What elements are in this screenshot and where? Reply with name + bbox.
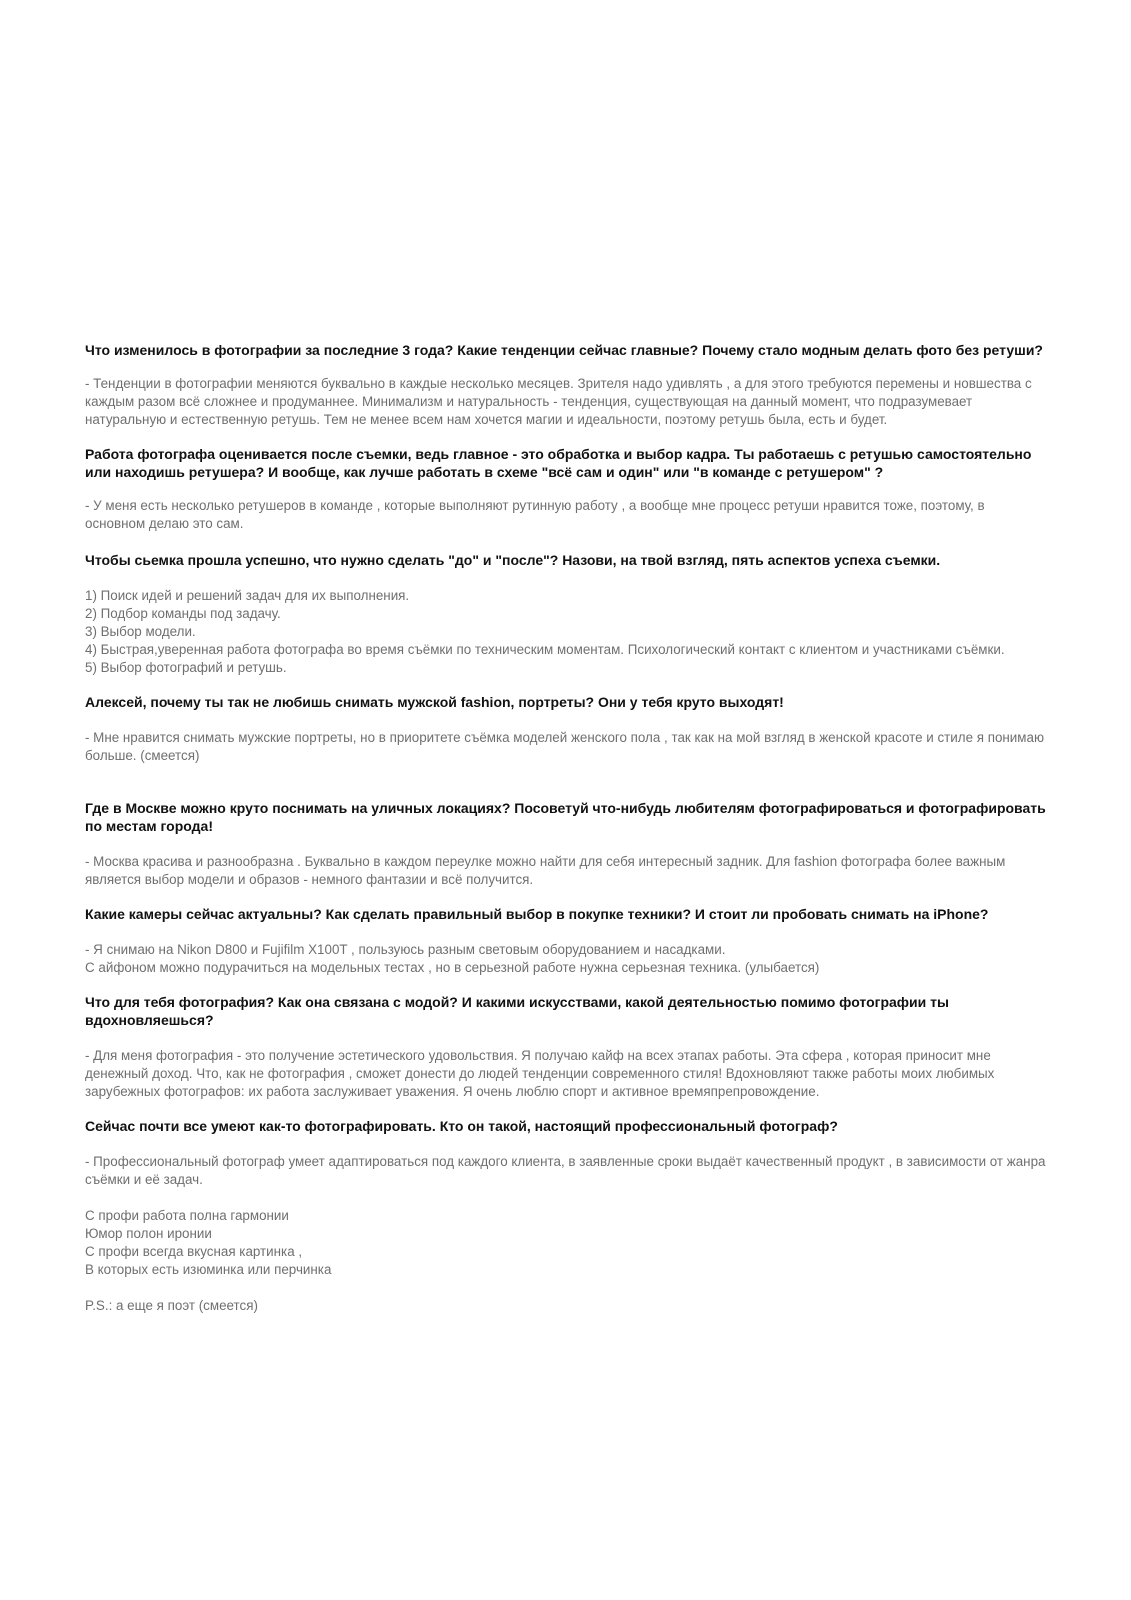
answer-8: - Профессиональный фотограф умеет адаптироваться под каждого клиента, в заявленные сроки выдаёт качественный продукт , в зависимости от жанра съёмки и её задач. xyxy=(85,1154,1046,1187)
answer-3-item: 2) Подбор команды под задачу. xyxy=(85,606,281,621)
answer-4: - Мне нравится снимать мужские портреты, но в приоритете съёмка моделей женского пола , так как на мой взгляд в женской красоте и стиле я понимаю больше. (смеется) xyxy=(85,730,1044,763)
poem-line: Юмор полон иронии xyxy=(85,1226,212,1241)
poem xyxy=(85,1207,1047,1279)
answer-7: - Для меня фотография - это получение эстетического удовольствия. Я получаю кайф на всех этапах работы. Эта сфера , которая приносит мне денежный доход. Что, как не фотография , сможет донести до людей тенденции современного стиля! Вдохновляют также работы моих любимых зарубежных фотографов: их работа заслуживает уважения. Я очень люблю спорт и активное времяпрепровождение. xyxy=(85,1048,995,1099)
poem-line: В которых есть изюминка или перчинка xyxy=(85,1262,332,1277)
postscript: P.S.: а еще я поэт (смеется) xyxy=(85,1298,258,1313)
question-6: Какие камеры сейчас актуальны? Как сделать правильный выбор в покупке техники? И стоит ли пробовать снимать на iPhone? xyxy=(85,906,989,922)
answer-6-line: - Я снимаю на Nikon D800 и Fujifilm X100T , пользуюсь разным световым оборудованием и насадками. xyxy=(85,942,726,957)
answer-5: - Москва красива и разнообразна . Буквально в каждом переулке можно найти для себя интересный задник. Для fashion фотографа более важным является выбор модели и образов - немного фантазии и всё получится. xyxy=(85,854,1006,887)
question-3: Чтобы сьемка прошла успешно, что нужно сделать "до" и "после"? Назови, на твой взгляд, пять аспектов успеха съемки. xyxy=(85,552,941,568)
question-8: Сейчас почти все умеют как-то фотографировать. Кто он такой, настоящий профессиональный фотограф? xyxy=(85,1118,838,1134)
answer-3-item: 5) Выбор фотографий и ретушь. xyxy=(85,660,287,675)
poem-line: С профи всегда вкусная картинка , xyxy=(85,1244,303,1259)
answer-6-line: С айфоном можно подурачиться на модельных тестах , но в серьезной работе нужна серьезная техника. (улыбается) xyxy=(85,960,820,975)
question-5: Где в Москве можно круто поснимать на уличных локациях? Посоветуй что-нибудь любителям фотографироваться и фотографировать по местам города! xyxy=(85,800,1046,834)
answer-3-item: 4) Быстрая,уверенная работа фотографа во время съёмки по техническим моментам. Психологический контакт с клиентом и участниками съёмки. xyxy=(85,642,1005,657)
answer-6 xyxy=(85,941,1047,977)
answer-3-item: 3) Выбор модели. xyxy=(85,624,196,639)
question-2: Работа фотографа оценивается после съемки, ведь главное - это обработка и выбор кадра. Ты работаешь с ретушью самостоятельно или находишь ретушера? И вообще, как лучше работать в схеме "всё сам и один" или "в команде с ретушером" ? xyxy=(85,446,1032,480)
answer-3-list xyxy=(85,587,1047,677)
answer-1: - Тенденции в фотографии меняются буквально в каждые несколько месяцев. Зрителя надо удивлять , а для этого требуются перемены и новшества с каждым разом всё сложнее и продуманнее. Минимализм и натуральность - тенденция, существующая на данный момент, что подразумевает натуральную и естественную ретушь. Тем не менее всем нам хочется магии и идеальности, поэтому ретушь была, есть и будет. xyxy=(85,376,1032,427)
answer-2: - У меня есть несколько ретушеров в команде , которые выполняют рутинную работу , а вообще мне процесс ретуши нравится тоже, поэтому, в основном делаю это сам. xyxy=(85,498,985,531)
poem-line: С профи работа полна гармонии xyxy=(85,1208,289,1223)
question-7: Что для тебя фотография? Как она связана с модой? И какими искусствами, какой деятельностью помимо фотографии ты вдохновляешься? xyxy=(85,994,949,1028)
question-4: Алексей, почему ты так не любишь снимать мужской fashion, портреты? Они у тебя круто выходят! xyxy=(85,694,784,710)
interview-document xyxy=(85,341,1047,1315)
answer-3-item: 1) Поиск идей и решений задач для их выполнения. xyxy=(85,588,410,603)
question-1: Что изменилось в фотографии за последние 3 года? Какие тенденции сейчас главные? Почему стало модным делать фото без ретуши? xyxy=(85,342,1043,358)
